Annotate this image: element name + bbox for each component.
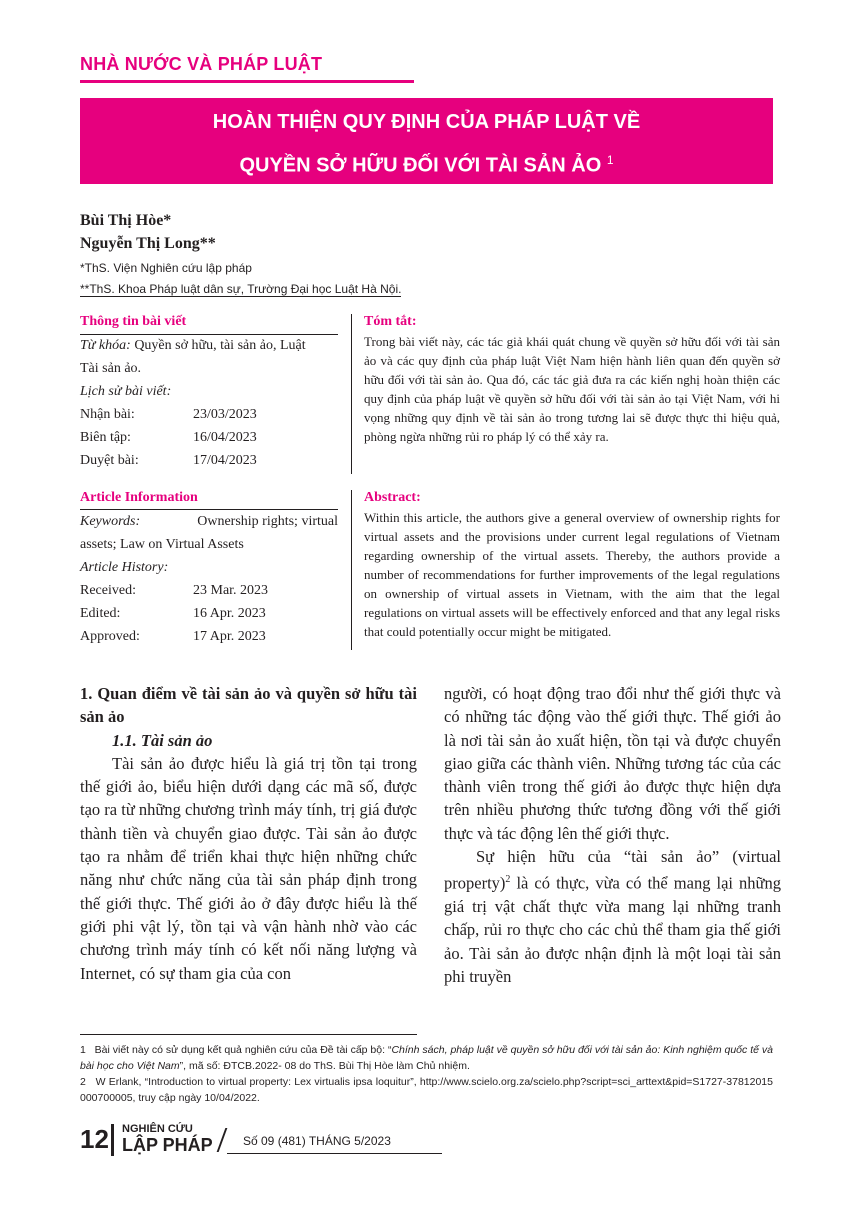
affiliation-2: **ThS. Khoa Pháp luật dân sự, Trường Đại học Luật Hà Nội. [80,282,402,296]
info-en-body [80,510,338,648]
abstract-en-heading: Abstract: [364,490,421,505]
body-column-right [444,682,781,988]
info-vi-heading: Thông tin bài viết [80,314,187,329]
journal-logo [122,1123,213,1155]
history-en-row: Approved: 17 Apr. 2023 [80,629,266,644]
info-en-heading: Article Information [80,490,198,505]
footer-slash [217,1128,228,1152]
title-line-2 [80,141,773,185]
history-vi-label: Lịch sử bài viết: [80,384,172,399]
info-vi-body [80,334,338,472]
keywords-vi-label: Từ khóa: [80,338,131,353]
footnote-ref-2: 2 [505,874,511,886]
title-line-1: HOÀN THIỆN QUY ĐỊNH CỦA PHÁP LUẬT VỀ [212,111,641,133]
keywords-en-label: Keywords: [80,514,141,529]
title-line-2-text: QUYỀN SỞ HỮU ĐỐI VỚI TÀI SẢN ẢO [239,154,602,177]
body-paragraph-1-continued: người, có hoạt động trao đổi như thế giới thực và có những tác động vào thế giới thực. Thế giới ảo là nơi tài sản ảo xuất hiện, tồn tại và được chuyển giao giữa các thành viên. Những tương tác của các thành viên trong thế giới ảo được thực hiện dựa trên nhiều phương thức tương đồng với thế giới thực và tác động lên thế giới thực. [444,684,781,843]
body-paragraph-2: Sự hiện hữu của “tài sản ảo” (virtual property)$^2$ là có thực, vừa có thể mang lại những giá trị vật chất thực vừa mang lại những tranh chấp, rủi ro thực cho các chủ thể tham gia thế giới ảo. Tài sản ảo được nhận định là một loại tài sản phi truyền [444,847,781,987]
section-rule [80,80,414,83]
history-vi-row: Nhận bài: 23/03/2023 [80,407,257,422]
history-vi-row: Duyệt bài: 17/04/2023 [80,453,257,468]
footer-divider [111,1124,114,1156]
footnote-rule [80,1034,417,1035]
author-2: Nguyễn Thị Long** [80,235,216,252]
article-title [80,98,773,184]
history-vi-row: Biên tập: 16/04/2023 [80,430,257,445]
info-divider-vi [351,314,352,474]
footnote-1: 1 Bài viết này có sử dụng kết quả nghiên cứu của Đề tài cấp bộ: “Chính sách, pháp luật về quyền sở hữu đối với tài sản ảo: Kinh nghiệm quốc tế và bài học cho Việt Nam”, mã số: ĐTCB.2022- 08 do ThS. Bùi Thị Hòe làm Chủ nhiệm. [80,1044,773,1072]
section-heading-1-1: 1.1. Tài sản ảo [112,730,213,750]
keywords-en-line2: assets; Law on Virtual Assets [80,537,244,552]
abstract-en-text: Within this article, the authors give a general overview of ownership rights for virtual assets and the provisions under current legal regulations of Vietnam regarding ownership of the virtual assets. Thereby, the authors provide a number of recommendations for further improvements of the legal regulations on ownership of virtual assets in Vietnam, with the aim that the legal regulations on virtual assets will be effectively enforced and that any legal risks that could potentially occur might be mitigated. [364,510,780,639]
summary-vi-heading: Tóm tắt: [364,314,417,329]
author-1: Bùi Thị Hòe* [80,212,172,229]
summary-vi-text: Trong bài viết này, các tác giả khái quát chung về quyền sở hữu đối với tài sản ảo và các quy định của pháp luật Việt Nam hiện hành liên quan đến quyền sở hữu đối với tài sản ảo. Qua đó, các tác giả đưa ra các kiến nghị hoàn thiện các quy định của pháp luật về quyền sở hữu đối với tài sản ảo tại Việt Nam, với hi vọng những quy định về tài sản ảo trong tương lai sẽ được thực thi hiệu quả, phòng ngừa những rủi ro pháp lý có thể xảy ra. [364,334,780,444]
section-label: NHÀ NƯỚC VÀ PHÁP LUẬT [80,54,323,74]
journal-logo-bottom: LẬP PHÁP [122,1135,213,1155]
affiliation-1: *ThS. Viện Nghiên cứu lập pháp [80,261,252,275]
body-paragraph-1: Tài sản ảo được hiểu là giá trị tồn tại trong thế giới ảo, biểu hiện dưới dạng các mã số, được tạo ra từ những chương trình máy tính, trị giá được thành tiền và chuyển giao được. Tài sản ảo được tạo ra nhằm để triển khai thực hiện những chức năng như chức năng của tài sản pháp định trong thế giới thực. Thế giới ảo ở đây được hiểu là thế giới phi vật lý, tồn tại và vận hành nhờ vào các chương trình máy tính có kết nối năng lượng và Internet, có sự tham gia của con [80,753,417,983]
issue-info: Số 09 (481) THÁNG 5/2023 [243,1134,391,1148]
keywords-vi-line2: Tài sản ảo. [80,361,142,376]
info-divider-en [351,490,352,650]
page-number: 12 [80,1124,109,1154]
body-column-left [80,682,417,985]
keywords-en-line1: Ownership rights; virtual [197,514,338,529]
footnotes [80,1042,773,1106]
title-footnote-mark: 1 [606,153,614,167]
history-en-label: Article History: [80,560,169,575]
history-en-row: Received: 23 Mar. 2023 [80,583,269,598]
keywords-vi-line1: Quyền sở hữu, tài sản ảo, Luật [134,338,306,353]
footnote-2: 2 W Erlank, “Introduction to virtual property: Lex virtualis ipsa loquitur”, http://www.scielo.org.za/scielo.php?script=sci_arttext&pid=S1727-37812015000700005, truy cập ngày 10/04/2022. [80,1076,773,1104]
journal-logo-top: NGHIÊN CỨU [122,1123,193,1135]
history-en-row: Edited: 16 Apr. 2023 [80,606,266,621]
footer-rule [227,1153,442,1154]
section-heading-1: 1. Quan điểm về tài sản ảo và quyền sở hữu tài sản ảo [80,684,417,727]
